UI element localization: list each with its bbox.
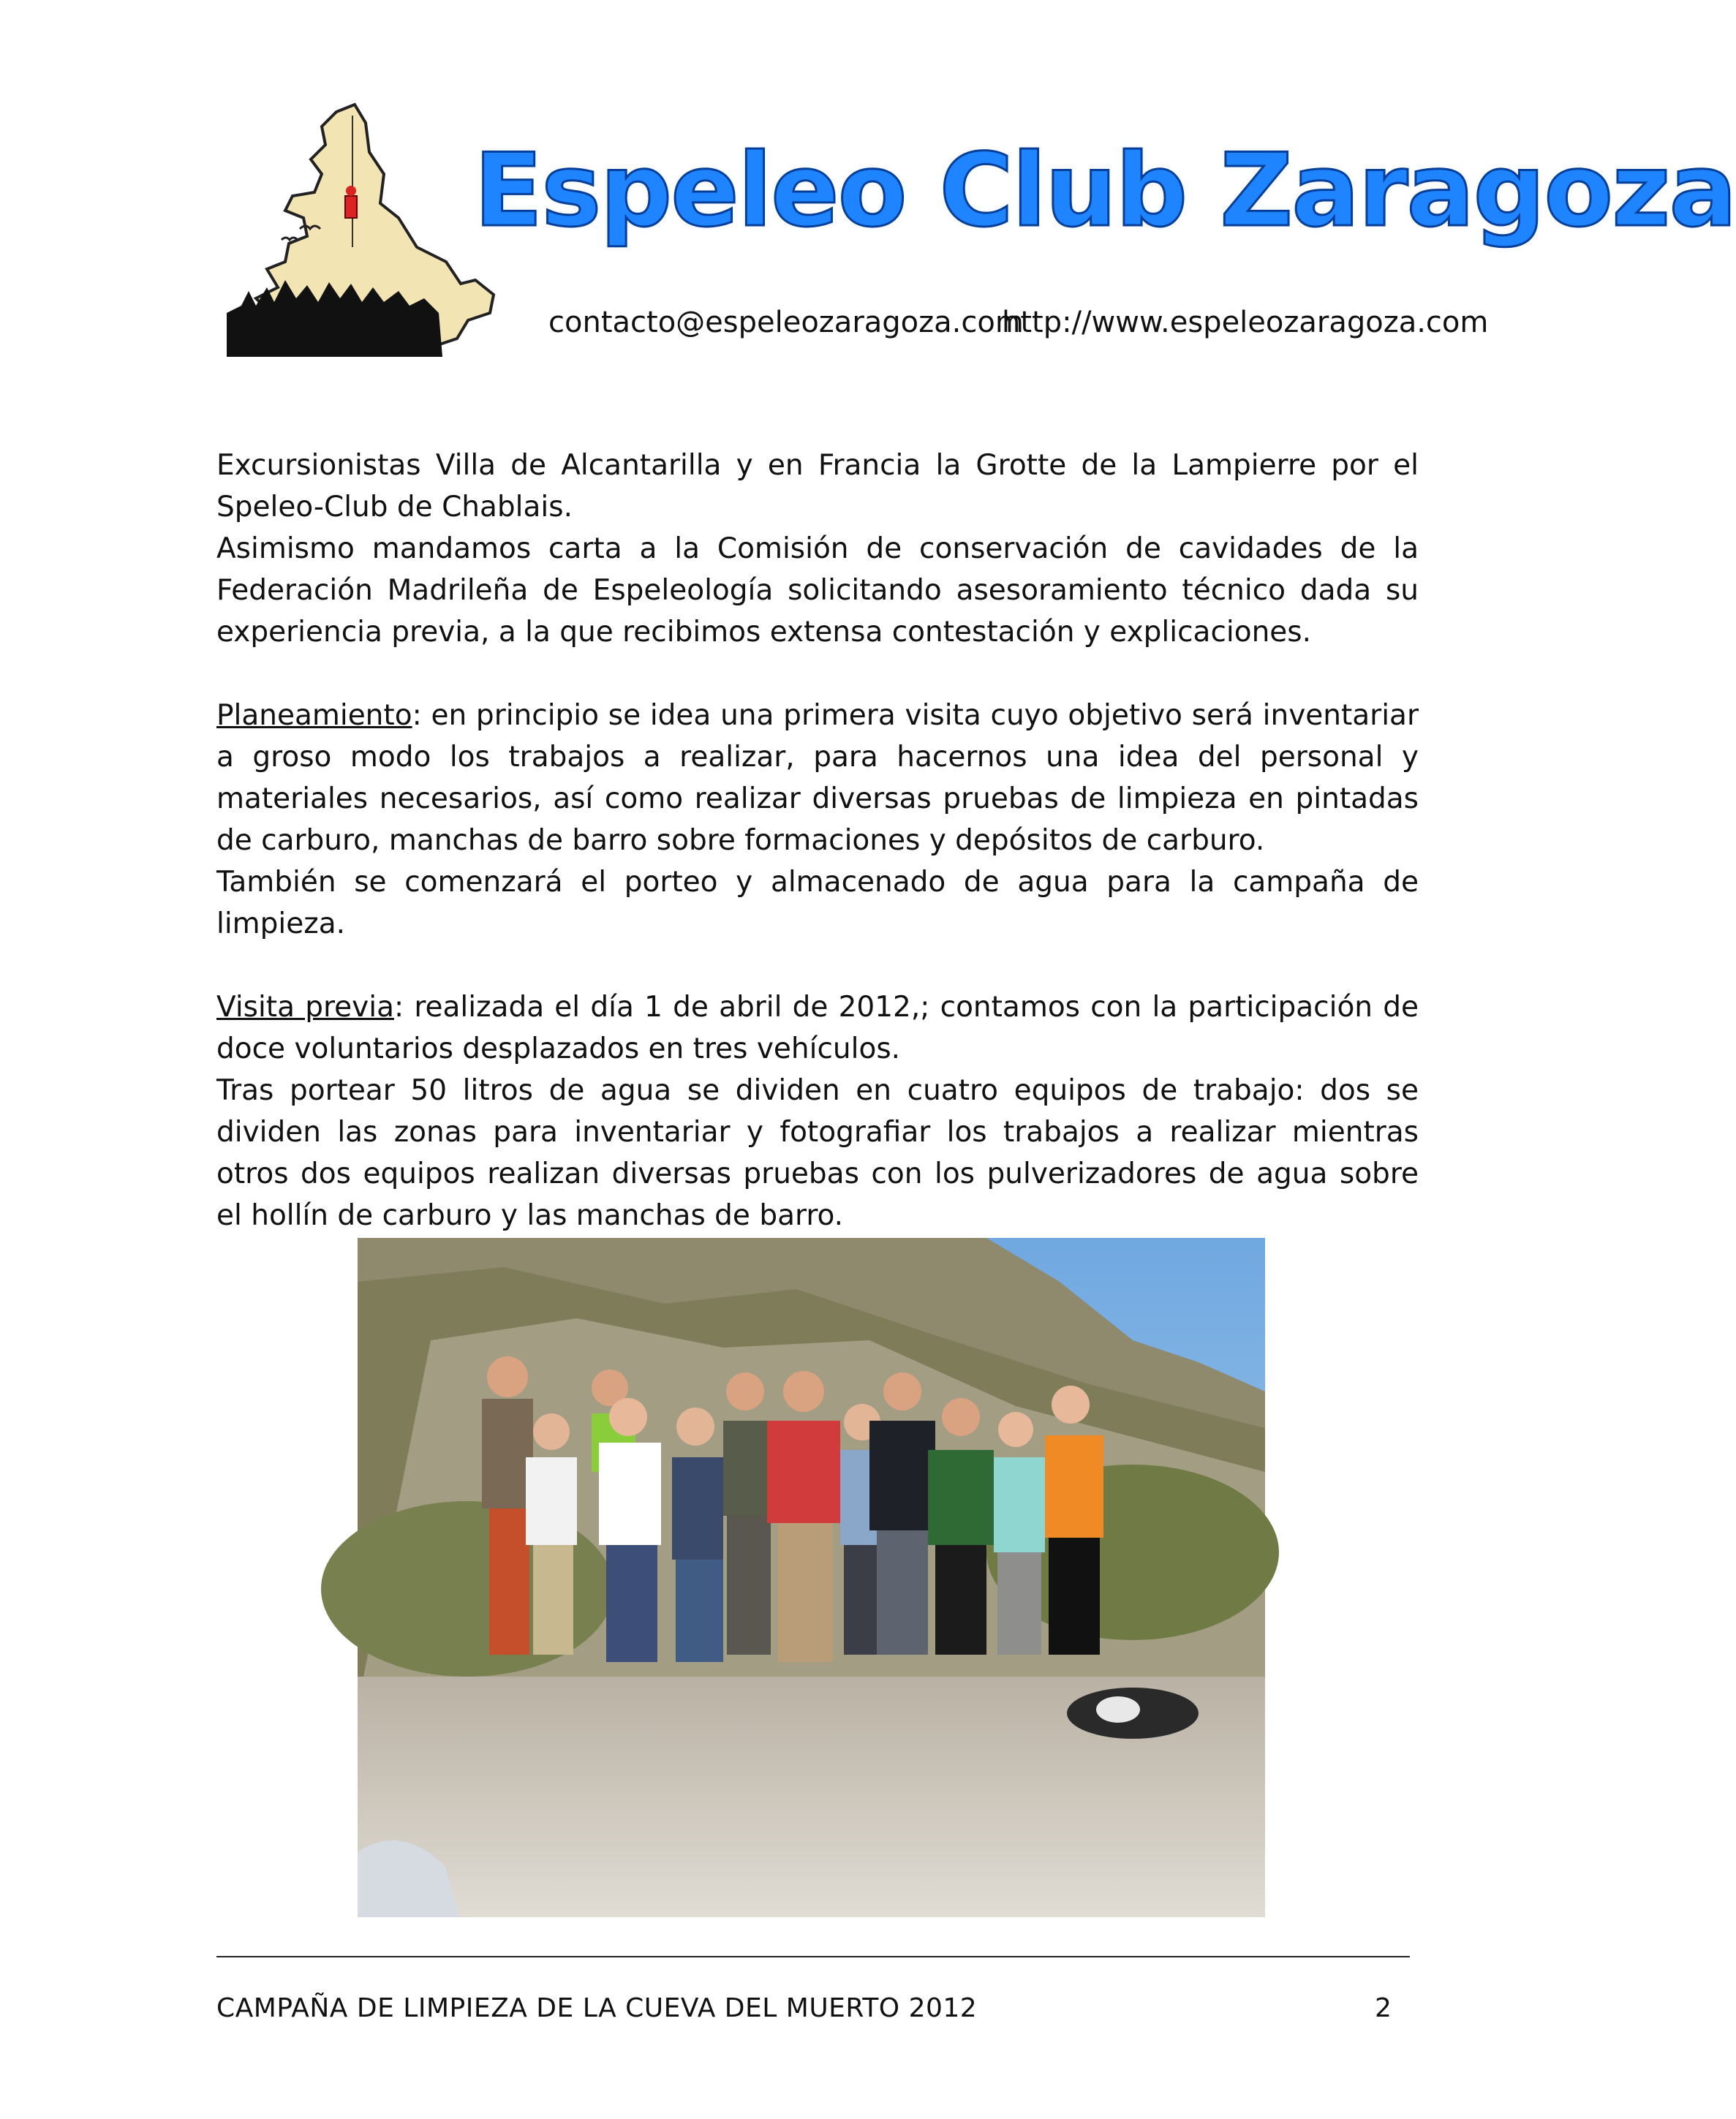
contact-website[interactable]: http://www.espeleozaragoza.com xyxy=(1002,306,1489,339)
paragraph-gap xyxy=(216,653,1419,695)
document-body xyxy=(216,445,1419,1236)
club-title: Espeleo Club Zaragoza xyxy=(474,132,1736,249)
footer-divider xyxy=(216,1956,1410,1957)
paragraph: Tras portear 50 litros de agua se dividen en cuatro equipos de trabajo: dos se dividen las zonas para inventariar y fotografiar los trabajos a realizar mientras otros dos equipos realizan diversas pruebas con los pulverizadores de agua sobre el hollín de carburo y las manchas de barro. xyxy=(216,1074,1419,1232)
section-label-visita-previa: Visita previa xyxy=(216,991,394,1024)
footer-title: CAMPAÑA DE LIMPIEZA DE LA CUEVA DEL MUERTO 2012 xyxy=(216,1993,978,2023)
paragraph-gap xyxy=(216,945,1419,986)
paragraph: Excursionistas Villa de Alcantarilla y en Francia la Grotte de la Lampierre por el Speleo-Club de Chablais. xyxy=(216,449,1419,524)
group-photo xyxy=(358,1238,1265,1917)
paragraph-visita-previa xyxy=(216,986,1419,1070)
paragraph: Asimismo mandamos carta a la Comisión de conservación de cavidades de la Federación Madrileña de Espeleología solicitando asesoramiento técnico dada su experiencia previa, a la que recibimos extensa contestación y explicaciones. xyxy=(216,532,1419,649)
section-label-planeamiento: Planeamiento xyxy=(216,699,412,732)
paragraph-text: : realizada el día 1 de abril de 2012,; contamos con la participación de doce voluntarios desplazados en tres vehículos. xyxy=(216,991,1419,1065)
letterhead xyxy=(227,94,1736,386)
paragraph-text: : en principio se idea una primera visita cuyo objetivo será inventariar a groso modo los trabajos a realizar, para hacernos una idea del personal y materiales necesarios, así como realizar diversas pruebas de limpieza en pintadas de carburo, manchas de barro sobre formaciones y depósitos de carburo. xyxy=(216,699,1419,857)
paragraph: También se comenzará el porteo y almacenado de agua para la campaña de limpieza. xyxy=(216,866,1419,940)
paragraph-planeamiento xyxy=(216,695,1419,861)
contact-email[interactable]: contacto@espeleozaragoza.com xyxy=(548,306,1024,339)
page-number: 2 xyxy=(1375,1993,1392,2023)
